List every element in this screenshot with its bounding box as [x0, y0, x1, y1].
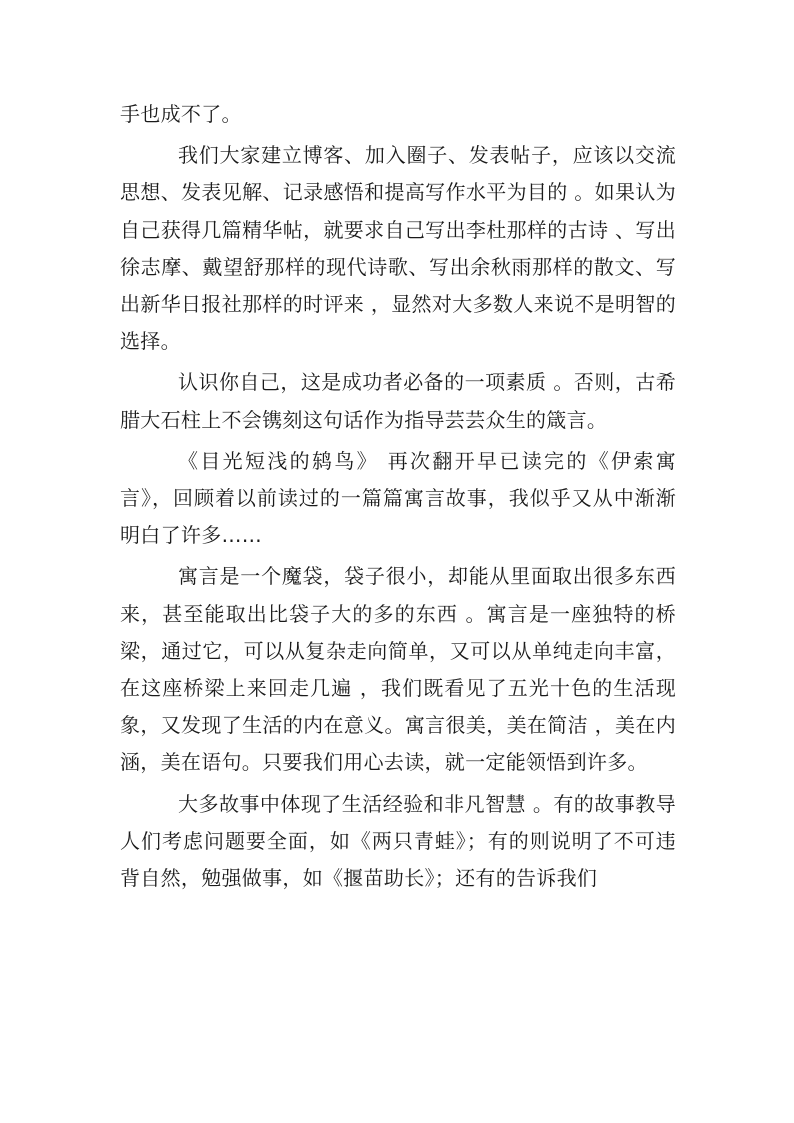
- paragraph-fable-magic-bag: 寓言是一个魔袋，袋子很小，却能从里面取出很多东西来，甚至能取出比袋子大的多的东西 。寓言是一座独特的桥梁，通过它，可以从复杂走向简单，又可以从单纯走向丰富，在这座桥梁上来回走几遍 ，我们既看见了五光十色的生活现象，又发现了生活的内在意义。寓言很美，美在简洁 ，美在内涵，美在语句。只要我们用心去读，就一定能领悟到许多。: [120, 564, 676, 775]
- paragraph-fable-wisdom: 大多故事中体现了生活经验和非凡智慧 。有的故事教导人们考虑问题要全面，如《两只青蛙》；有的则说明了不可违背自然，勉强做事，如《揠苗助长》；还有的告诉我们: [120, 791, 676, 891]
- paragraph-continuation: 手也成不了。: [120, 102, 242, 126]
- paragraph-know-yourself: 认识你自己，这是成功者必备的一项素质 。否则，古希腊大石柱上不会镌刻这句话作为指导芸芸众生的箴言。: [120, 370, 676, 432]
- paragraph-blogging: 我们大家建立博客、加入圈子、发表帖子，应该以交流思想、发表见解、记录感悟和提高写作水平为目的 。如果认为自己获得几篇精华帖，就要求自己写出李杜那样的古诗 、写出徐志摩、戴望舒那样的现代诗歌、写出余秋雨那样的散文、写出新华日报社那样的时评来 ，显然对大多数人来说不是明智的选择。: [120, 143, 676, 354]
- document-body: [120, 96, 676, 901]
- paragraph-aesop-intro: 《目光短浅的鸫鸟》 再次翻开早已读完的《伊索寓言》，回顾着以前读过的一篇篇寓言故事，我似乎又从中渐渐明白了许多……: [120, 448, 676, 548]
